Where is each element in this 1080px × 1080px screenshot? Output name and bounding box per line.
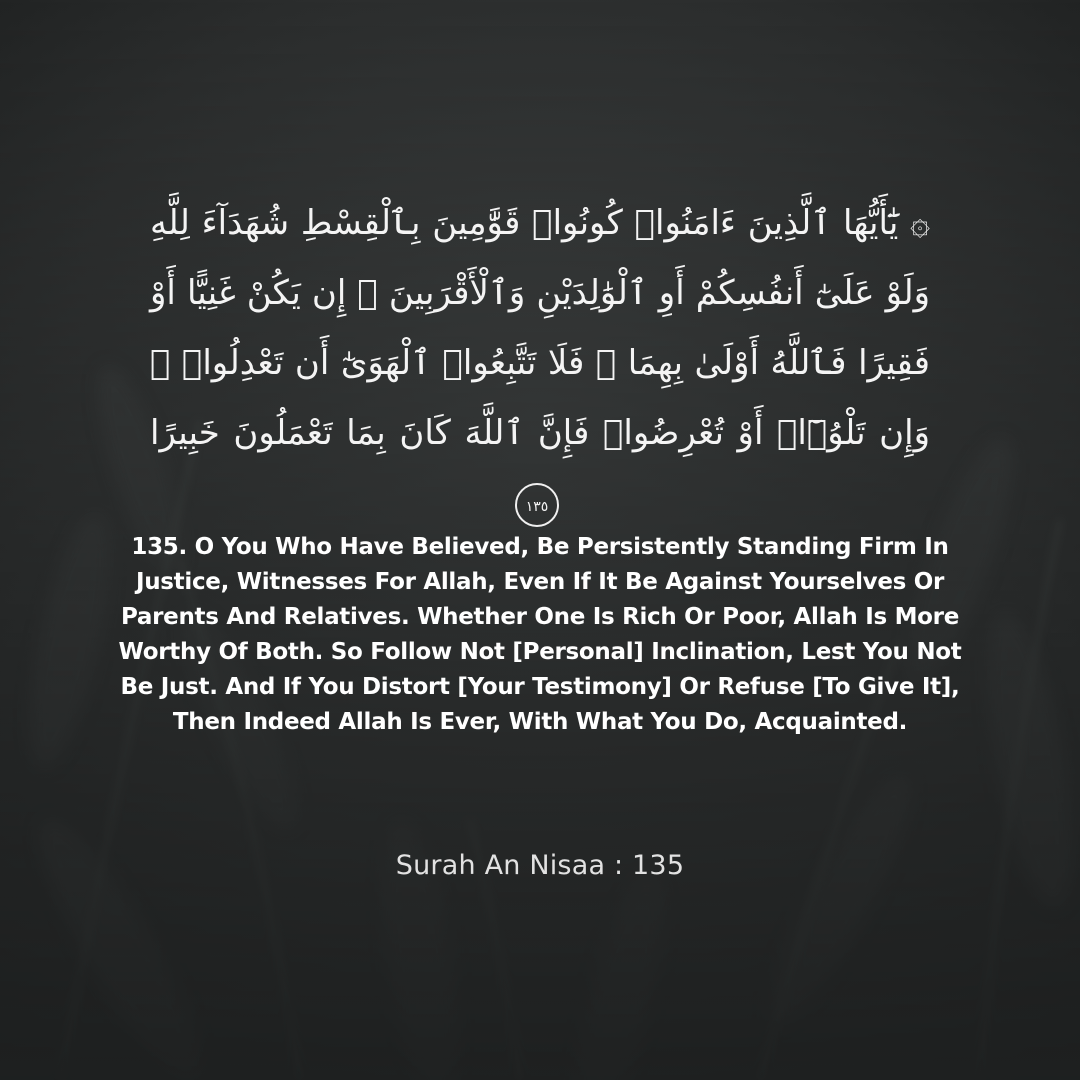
- verse-translation: 135. O You Who Have Believed, Be Persistently Standing Firm In Justice, Witnesses For Allah, Even If It Be Against Yourselves Or Parents And Relatives. Whether One Is Rich Or Poor, Allah Is More Worthy Of Both. So Follow Not [Personal] Inclination, Lest You Not Be Just. And If You Distort [Your Testimony] Or Refuse [To Give It], Then Indeed Allah Is Ever, With What You Do, Acquainted.: [118, 534, 962, 735]
- arabic-verse: [150, 188, 930, 538]
- arabic-verse-text: ۞ يَٰٓأَيُّهَا ٱلَّذِينَ ءَامَنُوا۟ كُونُوا۟ قَوَّٰمِينَ بِٱلْقِسْطِ شُهَدَآءَ لِلَّهِ وَلَوْ عَلَىٰٓ أَنفُسِكُمْ أَوِ ٱلْوَٰلِدَيْنِ وَٱلْأَقْرَبِينَ ۚ إِن يَكُنْ غَنِيًّا أَوْ فَقِيرًا فَٱللَّهُ أَوْلَىٰ بِهِمَا ۖ فَلَا تَتَّبِعُوا۟ ٱلْهَوَىٰٓ أَن تَعْدِلُوا۟ ۚ وَإِن تَلْوُۥٓا۟ أَوْ تُعْرِضُوا۟ فَإِنَّ ٱللَّهَ كَانَ بِمَا تَعْمَلُونَ خَبِيرًا: [150, 203, 930, 453]
- surah-reference: Surah An Nisaa : 135: [395, 850, 685, 881]
- ayah-number-marker: ١٣٥: [515, 483, 559, 527]
